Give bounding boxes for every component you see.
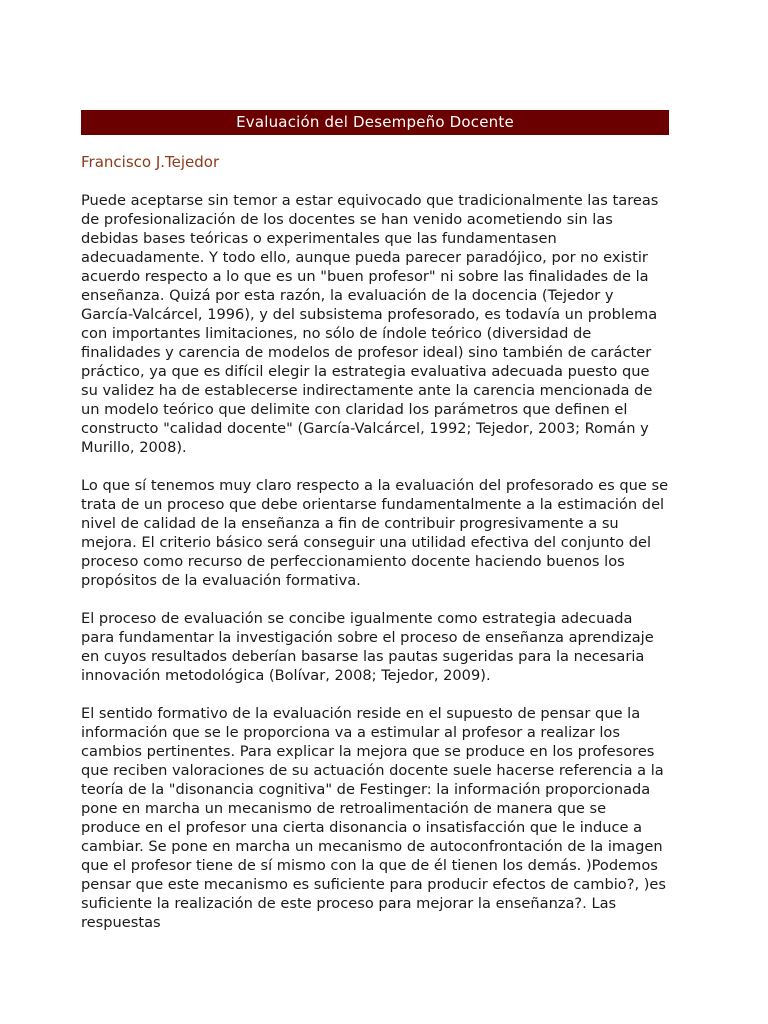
paragraph: El sentido formativo de la evaluación reside en el supuesto de pensar que la información que se le proporciona va a estimular al profesor a realizar los cambios pertinentes. Para explicar la mejora que se produce en los profesores que reciben valoraciones de su actuación docente suele hacerse referencia a la teoría de la "disonancia cognitiva" de Festinger: la información proporcionada pone en marcha un mecanismo de retroalimentación de manera que se produce en el profesor una cierta disonancia o insatisfacción que le induce a cambiar. Se pone en marcha un mecanismo de autoconfrontación de la imagen que el profesor tiene de sí mismo con la que de él tienen los demás. )Podemos pensar que este mecanismo es suficiente para producir efectos de cambio?, )es suficiente la realización de este proceso para mejorar la enseñanza?. Las respuestas (81, 705, 667, 931)
document-page (81, 110, 669, 932)
paragraph: Puede aceptarse sin temor a estar equivocado que tradicionalmente las tareas de profesionalización de los docentes se han venido acometiendo sin las debidas bases teóricas o experimentales que las fundamentasen adecuadamente. Y todo ello, aunque pueda parecer paradójico, por no existir acuerdo respecto a lo que es un "buen profesor" ni sobre las finalidades de la enseñanza. Quizá por esta razón, la evaluación de la docencia (Tejedor y García-Valcárcel, 1996), y del subsistema profesorado, es todavía un problema con importantes limitaciones, no sólo de índole teórico (diversidad de finalidades y carencia de modelos de profesor ideal) sino también de carácter práctico, ya que es difícil elegir la estrategia evaluativa adecuada puesto que su validez ha de establecerse indirectamente ante la carencia mencionada de un modelo teórico que delimite con claridad los parámetros que definen el constructo "calidad docente" (García-Valcárcel, 1992; Tejedor, 2003; Román y Murillo, 2008). (81, 192, 659, 456)
paragraph: Lo que sí tenemos muy claro respecto a la evaluación del profesorado es que se trata de un proceso que debe orientarse fundamentalmente a la estimación del nivel de calidad de la enseñanza a fin de contribuir progresivamente a su mejora. El criterio básico será conseguir una utilidad efectiva del conjunto del proceso como recurso de perfeccionamiento docente haciendo buenos los propósitos de la evaluación formativa. (81, 477, 669, 589)
author-name: Francisco J.Tejedor (81, 153, 220, 171)
paragraph: El proceso de evaluación se concibe igualmente como estrategia adecuada para fundamentar la investigación sobre el proceso de enseñanza aprendizaje en cuyos resultados deberían basarse las pautas sugeridas para la necesaria innovación metodológica (Bolívar, 2008; Tejedor, 2009). (81, 610, 654, 684)
document-body (81, 191, 669, 932)
document-title: Evaluación del Desempeño Docente (81, 110, 669, 135)
